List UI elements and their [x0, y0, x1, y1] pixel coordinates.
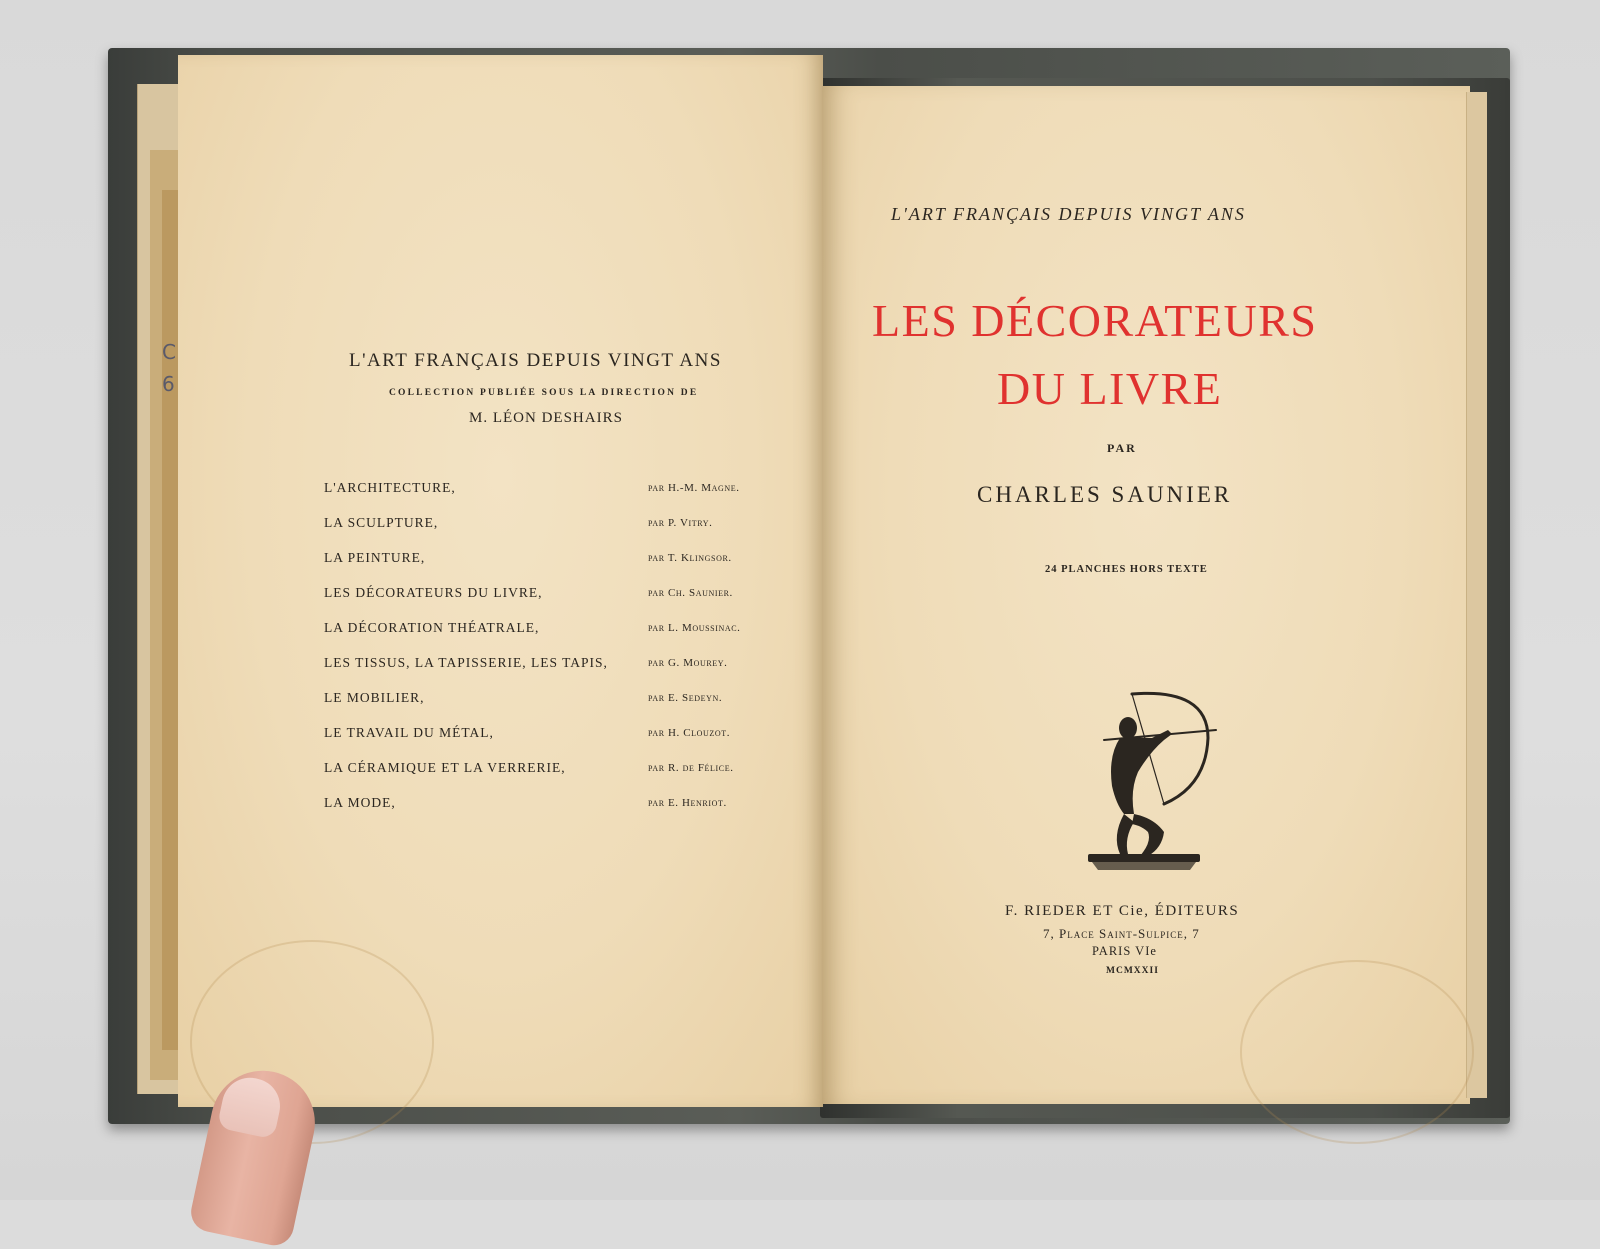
volume-title: LES DÉCORATEURS DU LIVRE,	[324, 585, 543, 600]
volume-title: LE TRAVAIL DU MÉTAL,	[324, 725, 494, 740]
series-title: L'ART FRANÇAIS DEPUIS VINGT ANS	[349, 350, 722, 371]
publication-year: MCMXXII	[1106, 966, 1159, 976]
plates-note: 24 PLANCHES HORS TEXTE	[1045, 564, 1208, 575]
page-edge-right	[1466, 92, 1487, 1098]
publisher: F. RIEDER ET Cie, ÉDITEURS	[1005, 903, 1240, 919]
author-name: CHARLES SAUNIER	[977, 482, 1233, 507]
volume-author: par P. Vitry.	[648, 517, 713, 529]
volume-author: par L. Moussinac.	[648, 622, 741, 634]
publisher-address: 7, Place Saint-Sulpice, 7	[1043, 926, 1200, 941]
book-title-line2: DU LIVRE	[997, 363, 1223, 414]
volume-title: LA MODE,	[324, 795, 396, 810]
volume-title: LA SCULPTURE,	[324, 515, 439, 530]
pencil-mark: 6	[162, 372, 175, 396]
volume-title: LES TISSUS, LA TAPISSERIE, LES TAPIS,	[324, 655, 608, 670]
water-stain	[1240, 960, 1474, 1144]
book-title-line1: LES DÉCORATEURS	[872, 295, 1318, 346]
volume-title: LE MOBILIER,	[324, 690, 425, 705]
volume-author: par T. Klingsor.	[648, 552, 732, 564]
volume-title: LA DÉCORATION THÉATRALE,	[324, 620, 540, 635]
publisher-city: PARIS VIe	[1092, 944, 1157, 958]
collection-director: M. LÉON DESHAIRS	[469, 410, 623, 426]
volume-author: par E. Henriot.	[648, 797, 727, 809]
volume-author: par Ch. Saunier.	[648, 587, 733, 599]
volume-title: LA PEINTURE,	[324, 550, 426, 565]
pencil-mark: C	[162, 340, 176, 364]
by-label: PAR	[1107, 441, 1137, 455]
series-title-italic: L'ART FRANÇAIS DEPUIS VINGT ANS	[891, 204, 1246, 224]
volume-author: par H. Clouzot.	[648, 727, 731, 739]
collection-line: COLLECTION PUBLIÉE SOUS LA DIRECTION DE	[389, 388, 699, 398]
volume-author: par H.-M. Magne.	[648, 482, 740, 494]
volume-author: par E. Sedeyn.	[648, 692, 723, 704]
volume-author: par G. Mourey.	[648, 657, 728, 669]
volume-title: L'ARCHITECTURE,	[324, 480, 456, 495]
volume-title: LA CÉRAMIQUE ET LA VERRERIE,	[324, 760, 566, 775]
volume-author: par R. de Félice.	[648, 762, 734, 774]
archer-icon	[1068, 686, 1218, 882]
